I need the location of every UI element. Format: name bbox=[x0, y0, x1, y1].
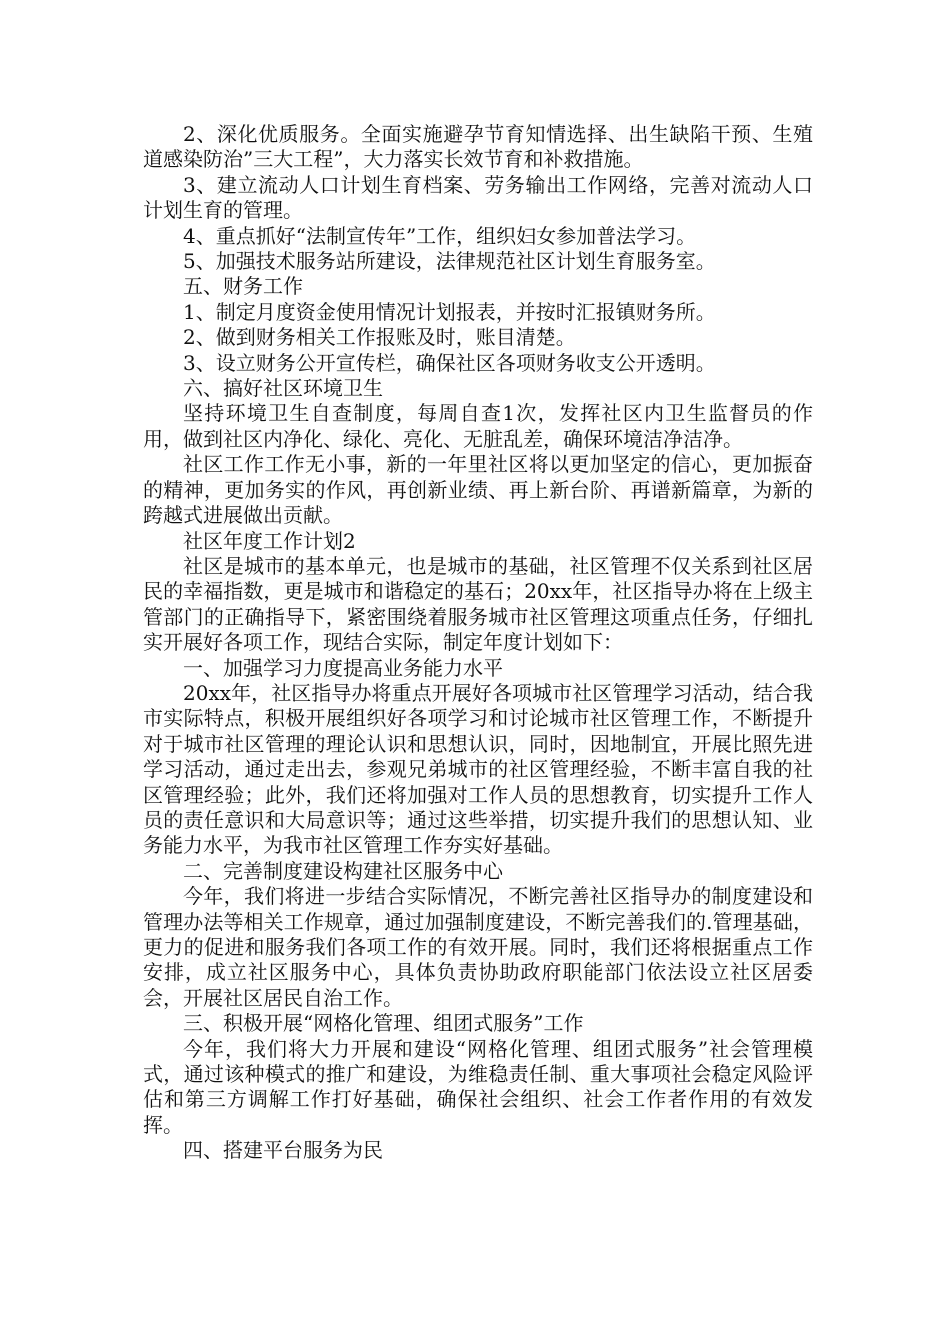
study-paragraph: 20xx年，社区指导办将重点开展好各项城市社区管理学习活动，结合我市实际特点，积极开展组织好各项学习和讨论城市社区管理工作，不断提升对于城市社区管理的理论认识和思想认识，同时，因地制宜，开展比照先进学习活动，通过走出去，参观兄弟城市的社区管理经验，不断丰富自我的社区管理经验；此外，我们还将加强对工作人员的思想教育，切实提升工作人员的责任意识和大局意识等；通过这些举措，切实提升我们的思想认知、业务能力水平，为我市社区管理工作夯实好基础。 bbox=[143, 680, 813, 858]
section-heading-platform: 四、搭建平台服务为民 bbox=[183, 1138, 383, 1163]
paragraph-item-3: 3、建立流动人口计划生育档案、劳务输出工作网络，完善对流动人口计划生育的管理。 bbox=[143, 172, 813, 223]
system-paragraph: 今年，我们将进一步结合实际情况，不断完善社区指导办的制度建设和管理办法等相关工作规章，通过加强制度建设，不断完善我们的.管理基础，更力的促进和服务我们各项工作的有效开展。同时，我们还将根据重点工作安排，成立社区服务中心，具体负责协助政府职能部门依法设立社区居委会，开展社区居民自治工作。 bbox=[143, 884, 813, 1010]
section-heading-study: 一、加强学习力度提高业务能力水平 bbox=[183, 655, 503, 680]
finance-item-1: 1、制定月度资金使用情况计划报表，并按时汇报镇财务所。 bbox=[183, 299, 716, 324]
section-heading-finance: 五、财务工作 bbox=[183, 274, 303, 299]
environment-paragraph: 坚持环境卫生自查制度，每周自查1次，发挥社区内卫生监督员的作用，做到社区内净化、绿化、亮化、无脏乱差，确保环境洁净洁净。 bbox=[143, 401, 813, 451]
paragraph-item-4: 4、重点抓好“法制宣传年”工作，组织妇女参加普法学习。 bbox=[183, 223, 697, 248]
plan-2-intro: 社区是城市的基本单元，也是城市的基础，社区管理不仅关系到社区居民的幸福指数，更是城市和谐稳定的基石；20xx年，社区指导办将在上级主管部门的正确指导下，紧密围绕着服务城市社区管理这项重点任务，仔细扎实开展好各项工作，现结合实际，制定年度计划如下： bbox=[143, 553, 813, 655]
paragraph-item-5: 5、加强技术服务站所建设，法律规范社区计划生育服务室。 bbox=[183, 249, 716, 274]
paragraph-item-2: 2、深化优质服务。全面实施避孕节育知情选择、出生缺陷干预、生殖道感染防治”三大工程”，大力落实长效节育和补救措施。 bbox=[143, 122, 813, 172]
grid-paragraph: 今年，我们将大力开展和建设“网格化管理、组团式服务”社会管理模式，通过该种模式的推广和建设，为维稳责任制、重大事项社会稳定风险评估和第三方调解工作打好基础，确保社会组织、社会工作者作用的有效发挥。 bbox=[143, 1036, 813, 1137]
finance-item-3: 3、设立财务公开宣传栏，确保社区各项财务收支公开透明。 bbox=[183, 350, 716, 375]
section-heading-grid: 三、积极开展“网格化管理、组团式服务”工作 bbox=[183, 1011, 584, 1036]
section-heading-system: 二、完善制度建设构建社区服务中心 bbox=[183, 858, 503, 883]
section-heading-environment: 六、搞好社区环境卫生 bbox=[183, 376, 383, 401]
document-page bbox=[143, 122, 813, 1164]
closing-paragraph: 社区工作工作无小事，新的一年里社区将以更加坚定的信心，更加振奋的精神，更加务实的作风，再创新业绩、再上新台阶、再谱新篇章，为新的跨越式进展做出贡献。 bbox=[143, 452, 813, 528]
finance-item-2: 2、做到财务相关工作报账及时，账目清楚。 bbox=[183, 325, 576, 350]
plan-2-title: 社区年度工作计划2 bbox=[183, 528, 356, 553]
